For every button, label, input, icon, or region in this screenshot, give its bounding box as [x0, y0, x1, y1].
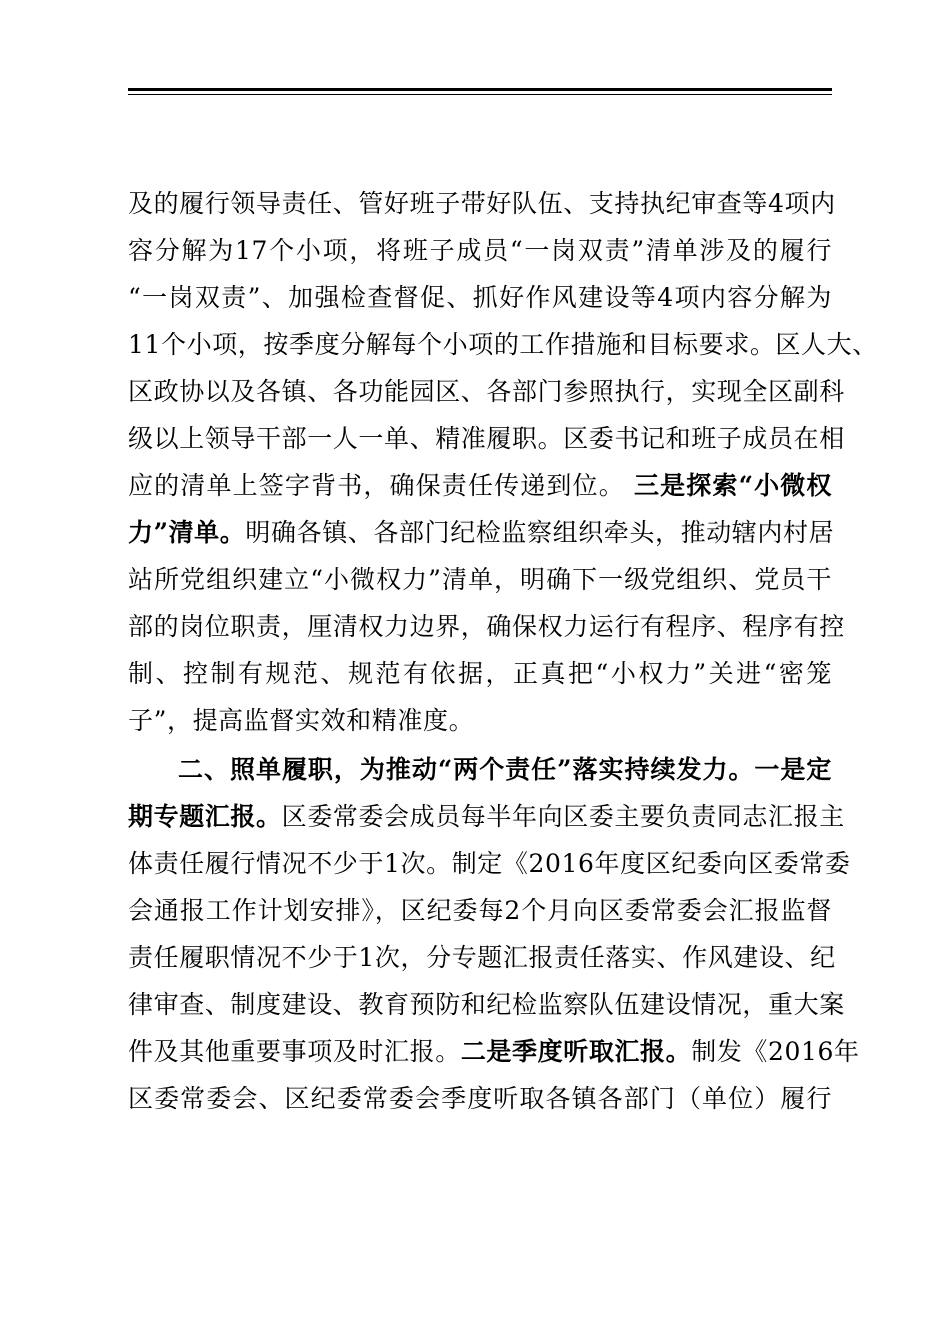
- text-run: 区委常委会成员每半年向区委主要负责同志汇报主: [281, 802, 845, 831]
- text-line: 子”，提高监督实效和精准度。: [128, 706, 475, 735]
- document-body: [128, 180, 878, 1122]
- bold-run: 力”清单。: [128, 518, 246, 547]
- header-rule-thin: [128, 94, 832, 95]
- text-line: 级以上领导干部一人一单、精准履职。区委书记和班子成员在相: [128, 424, 845, 453]
- text-line: [128, 1028, 860, 1075]
- text-line: 责任履职情况不少于1次，分专题汇报责任落实、作风建设、纪: [128, 943, 836, 972]
- paragraph-1: [128, 180, 878, 744]
- text-line: 会通报工作计划安排》，区纪委每2个月向区委常委会汇报监督: [128, 896, 832, 925]
- bold-run: 期专题汇报。: [128, 802, 282, 831]
- text-line: 区政协以及各镇、各功能园区、各部门参照执行，实现全区副科: [128, 377, 845, 406]
- text-line: 容分解为17个小项，将班子成员“一岗双责”清单涉及的履行: [128, 236, 832, 265]
- text-run: 应的清单上签字背书，确保责任传递到位。: [128, 471, 625, 500]
- text-line: 及的履行领导责任、管好班子带好队伍、支持执纪审查等4项内: [128, 189, 836, 218]
- bold-run: 二是季度听取汇报。: [460, 1037, 692, 1066]
- text-run: 件及其他重要事项及时汇报。: [128, 1037, 461, 1066]
- bold-run: 三是探索“小微权: [633, 471, 833, 500]
- text-line: 制、控制有规范、规范有依据，正真把“小权力”关进“密笼: [128, 659, 832, 688]
- text-line: [128, 793, 845, 840]
- text-line: “一岗双责”、加强检查督促、抓好作风建设等4项内容分解为: [128, 283, 832, 312]
- text-line: [128, 509, 835, 556]
- text-line: 律审查、制度建设、教育预防和纪检监察队伍建设情况，重大案: [128, 990, 845, 1019]
- bold-run: 一是定: [754, 755, 832, 784]
- text-line: 11个小项，按季度分解每个小项的工作措施和目标要求。区人大、: [128, 330, 878, 359]
- header-rule-thick: [128, 88, 832, 91]
- paragraph-2: [128, 746, 860, 1122]
- text-run: 明确各镇、各部门纪检监察组织牵头，推动辖内村居: [245, 518, 835, 547]
- text-run: 制发《2016年: [691, 1037, 860, 1066]
- text-line: [128, 462, 832, 509]
- text-line: 区委常委会、区纪委常委会季度听取各镇各部门（单位）履行: [128, 1084, 832, 1113]
- text-line: 部的岗位职责，厘清权力边界，确保权力运行有程序、程序有控: [128, 612, 845, 641]
- section-heading: 二、照单履职，为推动“两个责任”落实持续发力。: [178, 755, 755, 784]
- text-line: 站所党组织建立“小微权力”清单，明确下一级党组织、党员干: [128, 565, 832, 594]
- text-line: 体责任履行情况不少于1次。制定《2016年度区纪委向区委常委: [128, 849, 851, 878]
- text-line: [128, 746, 832, 793]
